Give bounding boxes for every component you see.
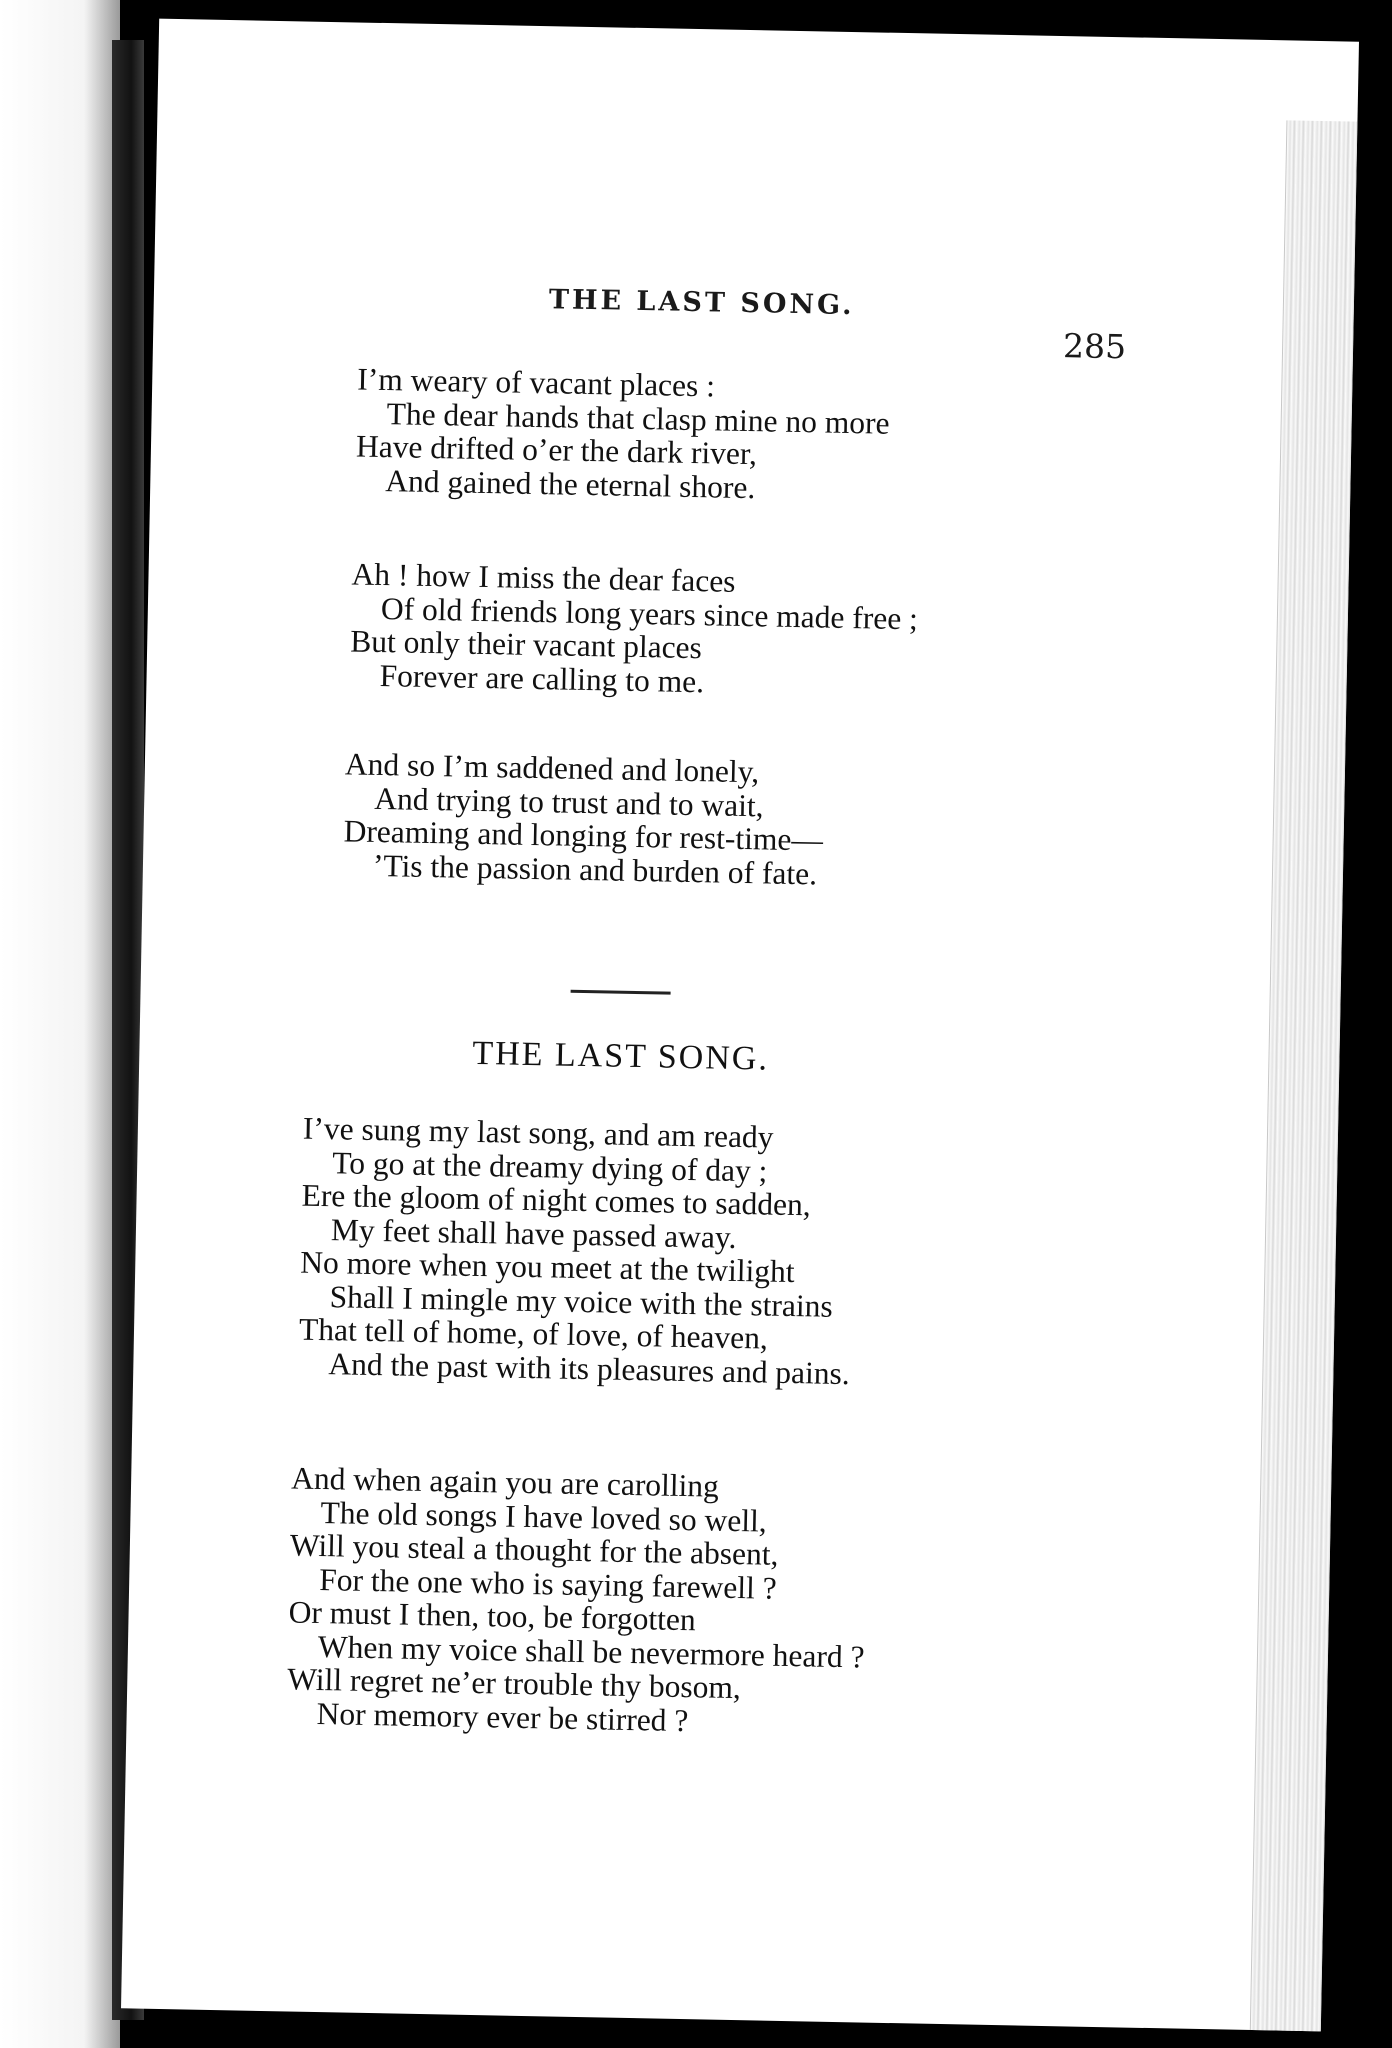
poem-line: ’Tis the passion and burden of fate.: [372, 847, 818, 891]
poem-stanza-1: [298, 1112, 1303, 1399]
poem-stanza-2: [286, 1461, 1291, 1748]
poem-line: And gained the eternal shore.: [385, 462, 756, 505]
poem-line: Ah ! how I miss the dear faces: [351, 556, 736, 599]
poem-line: No more when you meet at the twilight: [300, 1244, 795, 1290]
poem-line: That tell of home, of love, of heaven,: [298, 1311, 769, 1356]
poem-line: To go at the dreamy dying of day ;: [331, 1144, 768, 1189]
poem-line: For the one who is saying farewell ?: [318, 1561, 778, 1606]
poem-line: Or must I then, too, be forgotten: [288, 1594, 697, 1638]
section-divider: [571, 990, 671, 995]
poem-title: THE LAST SONG.: [472, 1034, 770, 1078]
poem-line: Will you steal a thought for the absent,: [289, 1527, 779, 1572]
poem-line: And the past with its pleasures and pains.: [328, 1345, 851, 1391]
poem-line: I’m weary of vacant places :: [356, 361, 716, 404]
previous-poem-stanza-3: [343, 747, 1345, 900]
poem-line: Forever are calling to me.: [379, 657, 705, 699]
poem-line: The old songs I have loved so well,: [320, 1494, 767, 1539]
page-number: 285: [1062, 326, 1127, 367]
poem-line: And trying to trust and to wait,: [373, 780, 764, 823]
poem-line: Will regret ne’er trouble thy bosom,: [287, 1661, 742, 1706]
poem-line: And when again you are carolling: [290, 1460, 720, 1504]
previous-poem-stanza-2: [349, 557, 1351, 710]
poem-line: But only their vacant places: [349, 623, 703, 666]
poem-line: Of old friends long years since made free ;: [380, 590, 919, 636]
poem-line: And so I’m saddened and lonely,: [344, 746, 760, 790]
book-page: [121, 19, 1359, 2032]
poem-line: I’ve sung my last song, and am ready: [302, 1110, 774, 1155]
running-head: THE LAST SONG.: [548, 284, 855, 322]
poem-line: The dear hands that clasp mine no more: [386, 395, 890, 441]
poem-line: Shall I mingle my voice with the strains: [329, 1278, 834, 1324]
facing-page-edge: [0, 0, 120, 2048]
poem-line: My feet shall have passed away.: [330, 1211, 737, 1255]
poem-line: When my voice shall be nevermore heard ?: [317, 1628, 865, 1675]
poem-line: Have drifted o’er the dark river,: [355, 428, 758, 472]
poem-line: Dreaming and longing for rest-time—: [343, 813, 824, 858]
poem-line: Ere the gloom of night comes to sadden,: [301, 1177, 812, 1223]
previous-poem-stanza-1: [355, 363, 1357, 516]
poem-line: Nor memory ever be stirred ?: [316, 1695, 689, 1738]
